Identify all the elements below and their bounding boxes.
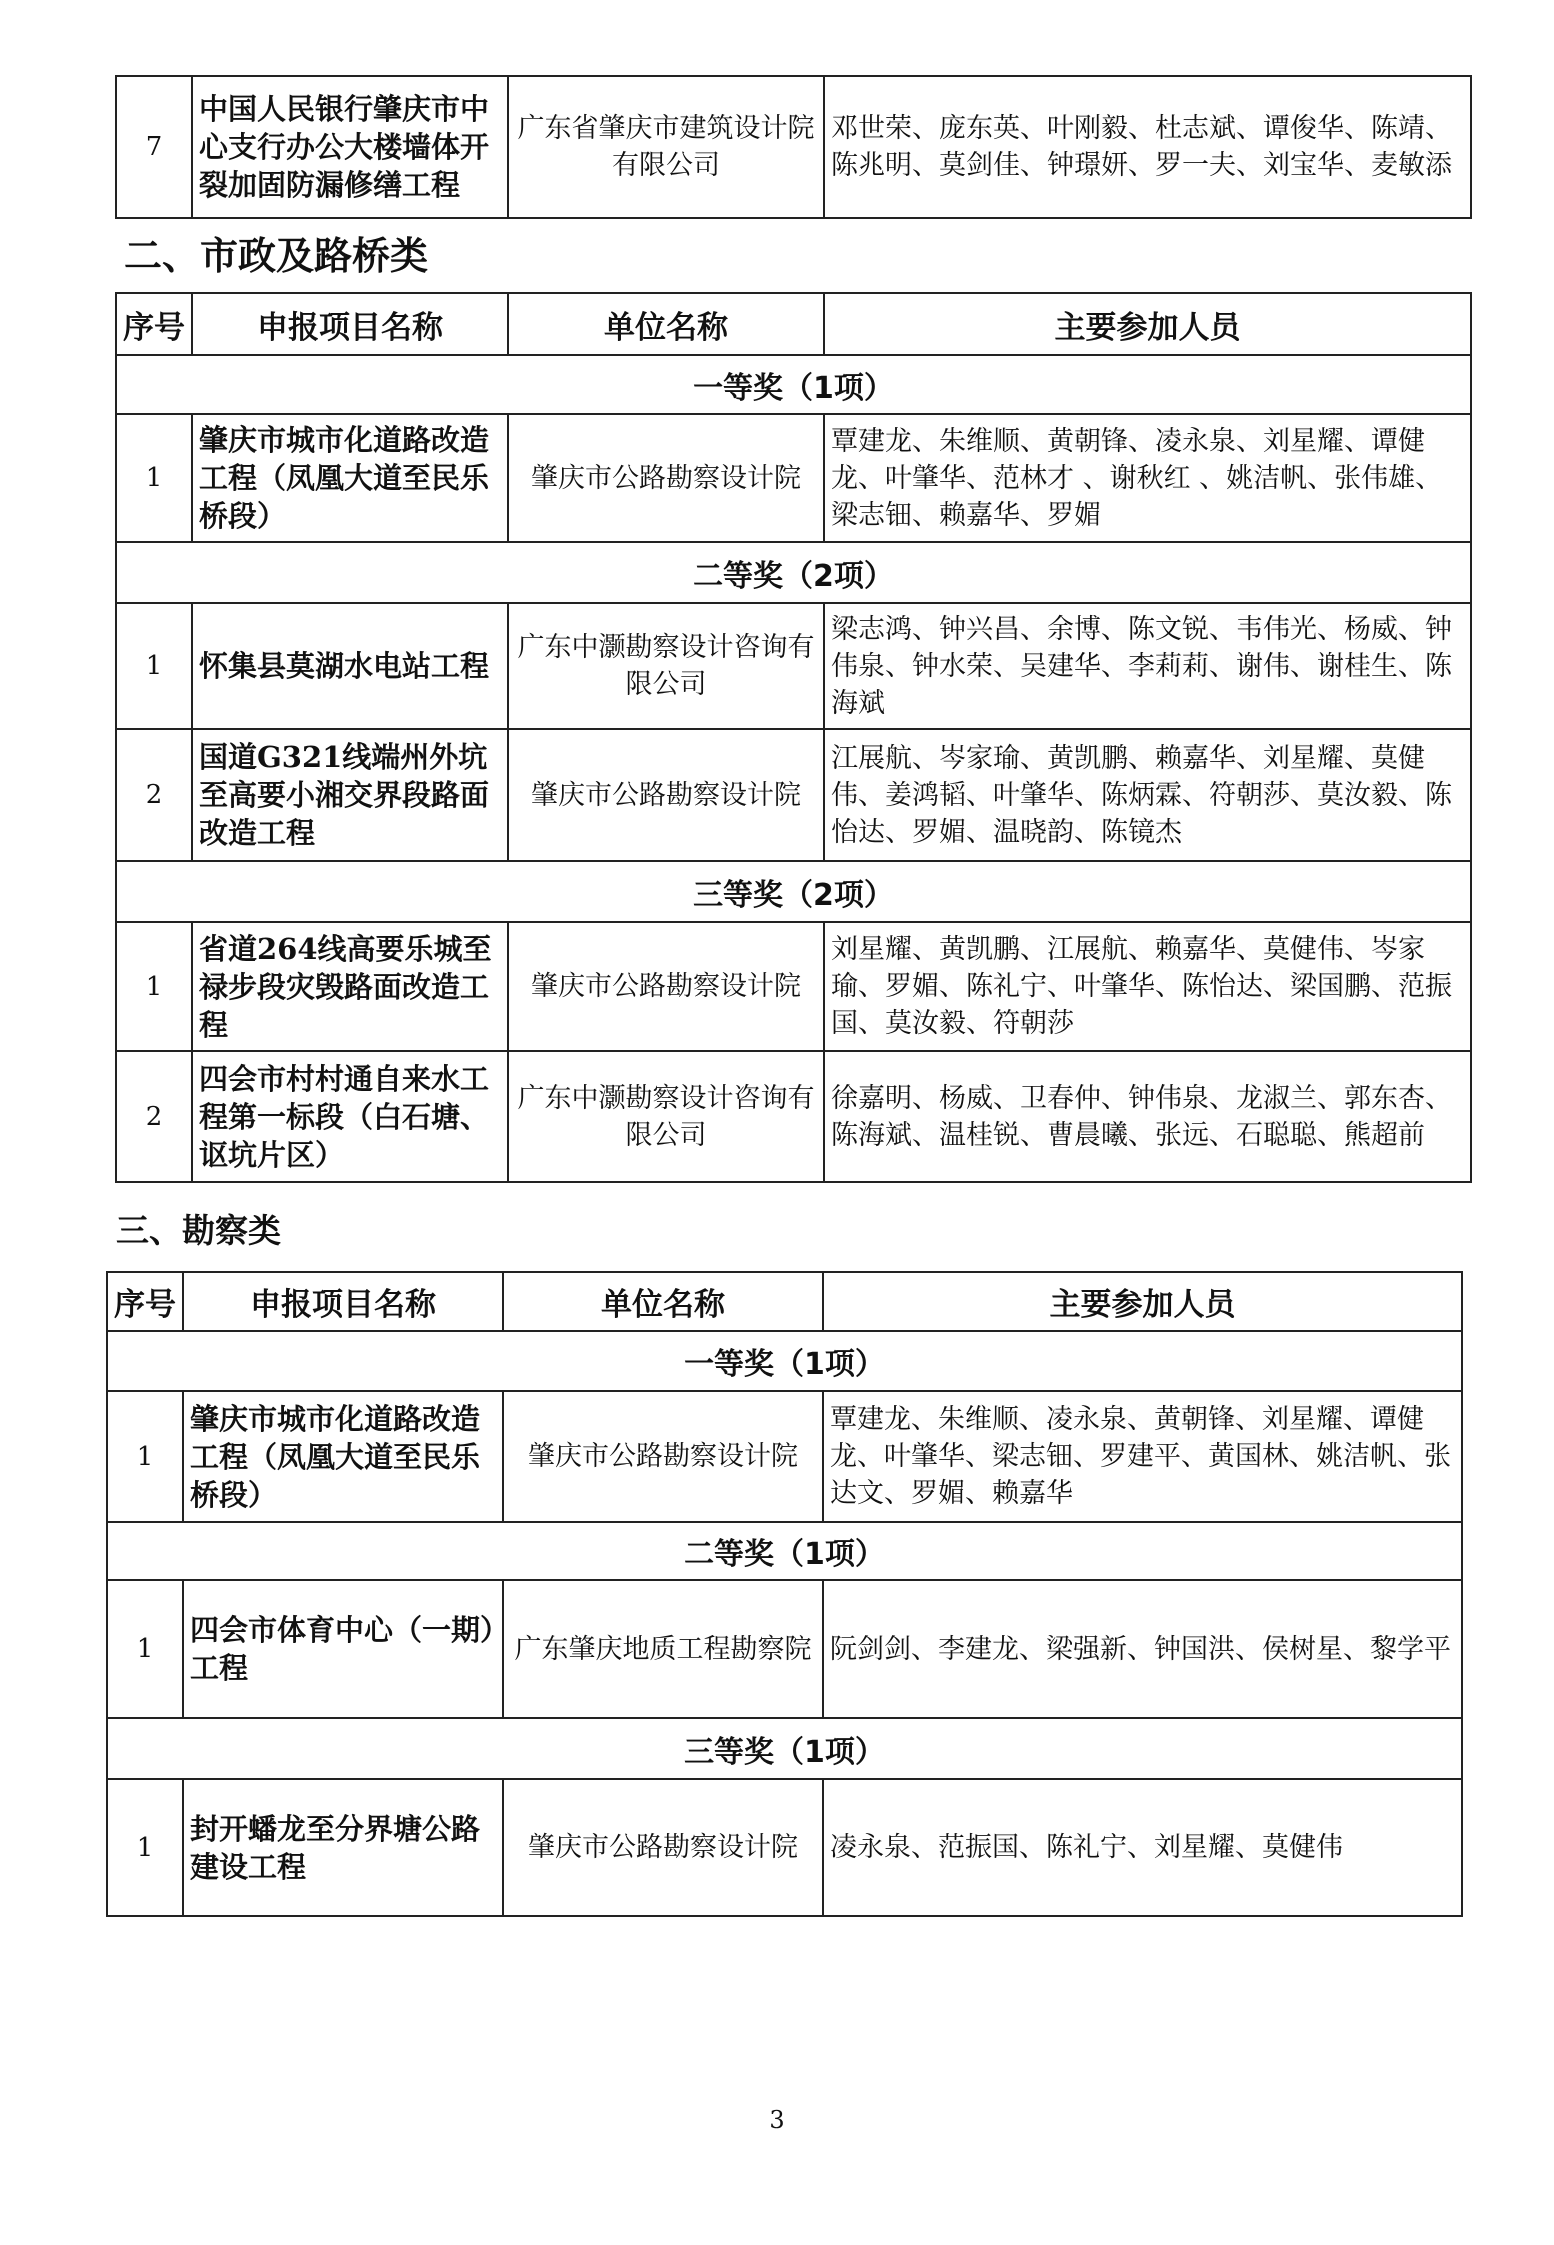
table-header-row	[107, 1272, 1462, 1331]
row-number: 1	[116, 922, 192, 1051]
participants: 徐嘉明、杨威、卫春仲、钟伟泉、龙淑兰、郭东杏、陈海斌、温桂锐、曹晨曦、张远、石聪聪、熊超前	[824, 1051, 1471, 1182]
project-name: 四会市村村通自来水工程第一标段（白石塘、讴坑片区）	[192, 1051, 508, 1182]
table-row	[107, 1779, 1462, 1916]
award-row-third	[116, 861, 1471, 922]
header-no: 序号	[107, 1272, 183, 1331]
table-municipal	[115, 292, 1472, 1183]
row-number: 1	[116, 414, 192, 542]
unit-name: 肇庆市公路勘察设计院	[508, 414, 824, 542]
award-row-third	[107, 1718, 1462, 1779]
table-survey	[106, 1271, 1463, 1917]
participants: 阮剑剑、李建龙、梁强新、钟国洪、侯树星、黎学平	[823, 1580, 1462, 1718]
unit-name: 广东肇庆地质工程勘察院	[503, 1580, 823, 1718]
participants: 梁志鸿、钟兴昌、余博、陈文锐、韦伟光、杨威、钟伟泉、钟水荣、吴建华、李莉莉、谢伟、谢桂生、陈海斌	[824, 603, 1471, 729]
unit-name: 广东中灏勘察设计咨询有限公司	[508, 603, 824, 729]
table-row	[116, 729, 1471, 861]
project-name: 肇庆市城市化道路改造工程（凤凰大道至民乐桥段）	[183, 1391, 503, 1522]
award-label: 三等奖（2项）	[116, 861, 1471, 922]
participants: 覃建龙、朱维顺、凌永泉、黄朝锋、刘星耀、谭健龙、叶肇华、梁志钿、罗建平、黄国林、姚洁帆、张达文、罗媚、赖嘉华	[823, 1391, 1462, 1522]
project-name: 肇庆市城市化道路改造工程（凤凰大道至民乐桥段）	[192, 414, 508, 542]
table-row	[116, 1051, 1471, 1182]
project-name: 中国人民银行肇庆市中心支行办公大楼墙体开裂加固防漏修缮工程	[192, 76, 508, 218]
row-number: 2	[116, 1051, 192, 1182]
table-header-row	[116, 293, 1471, 355]
project-name: 国道G321线端州外坑至高要小湘交界段路面改造工程	[192, 729, 508, 861]
header-unit: 单位名称	[503, 1272, 823, 1331]
table-row	[116, 414, 1471, 542]
award-label: 二等奖（1项）	[107, 1522, 1462, 1580]
unit-name: 广东中灏勘察设计咨询有限公司	[508, 1051, 824, 1182]
award-row-second	[107, 1522, 1462, 1580]
table-row	[107, 1580, 1462, 1718]
unit-name: 肇庆市公路勘察设计院	[503, 1779, 823, 1916]
award-label: 三等奖（1项）	[107, 1718, 1462, 1779]
participants: 邓世荣、庞东英、叶刚毅、杜志斌、谭俊华、陈靖、陈兆明、莫剑佳、钟璟妍、罗一夫、刘宝华、麦敏添	[824, 76, 1471, 218]
participants: 凌永泉、范振国、陈礼宁、刘星耀、莫健伟	[823, 1779, 1462, 1916]
table-row	[116, 76, 1471, 218]
unit-name: 肇庆市公路勘察设计院	[508, 922, 824, 1051]
table-row	[116, 922, 1471, 1051]
header-people: 主要参加人员	[824, 293, 1471, 355]
table-row	[116, 603, 1471, 729]
section-title-survey: 三、勘察类	[116, 1211, 281, 1250]
header-no: 序号	[116, 293, 192, 355]
table-row	[107, 1391, 1462, 1522]
award-label: 二等奖（2项）	[116, 542, 1471, 603]
project-name: 怀集县莫湖水电站工程	[192, 603, 508, 729]
project-name: 封开蟠龙至分界塘公路建设工程	[183, 1779, 503, 1916]
project-name: 四会市体育中心（一期）工程	[183, 1580, 503, 1718]
row-number: 1	[107, 1779, 183, 1916]
participants: 刘星耀、黄凯鹏、江展航、赖嘉华、莫健伟、岑家瑜、罗媚、陈礼宁、叶肇华、陈怡达、梁国鹏、范振国、莫汝毅、符朝莎	[824, 922, 1471, 1051]
section-title-municipal: 二、市政及路桥类	[124, 234, 429, 278]
row-number: 1	[107, 1391, 183, 1522]
award-row-second	[116, 542, 1471, 603]
row-number: 1	[107, 1580, 183, 1718]
unit-name: 肇庆市公路勘察设计院	[503, 1391, 823, 1522]
header-project: 申报项目名称	[192, 293, 508, 355]
award-row-first	[107, 1331, 1462, 1391]
table-continued	[115, 75, 1472, 219]
row-number: 2	[116, 729, 192, 861]
page-number: 3	[769, 2106, 785, 2134]
unit-name: 广东省肇庆市建筑设计院有限公司	[508, 76, 824, 218]
project-name: 省道264线高要乐城至禄步段灾毁路面改造工程	[192, 922, 508, 1051]
header-unit: 单位名称	[508, 293, 824, 355]
award-label: 一等奖（1项）	[116, 355, 1471, 414]
award-row-first	[116, 355, 1471, 414]
row-number: 1	[116, 603, 192, 729]
header-project: 申报项目名称	[183, 1272, 503, 1331]
participants: 江展航、岑家瑜、黄凯鹏、赖嘉华、刘星耀、莫健伟、姜鸿韬、叶肇华、陈炳霖、符朝莎、莫汝毅、陈怡达、罗媚、温晓韵、陈镜杰	[824, 729, 1471, 861]
row-number: 7	[116, 76, 192, 218]
header-people: 主要参加人员	[823, 1272, 1462, 1331]
unit-name: 肇庆市公路勘察设计院	[508, 729, 824, 861]
award-label: 一等奖（1项）	[107, 1331, 1462, 1391]
participants: 覃建龙、朱维顺、黄朝锋、凌永泉、刘星耀、谭健龙、叶肇华、范林才 、谢秋红 、姚洁帆、张伟雄、梁志钿、赖嘉华、罗媚	[824, 414, 1471, 542]
